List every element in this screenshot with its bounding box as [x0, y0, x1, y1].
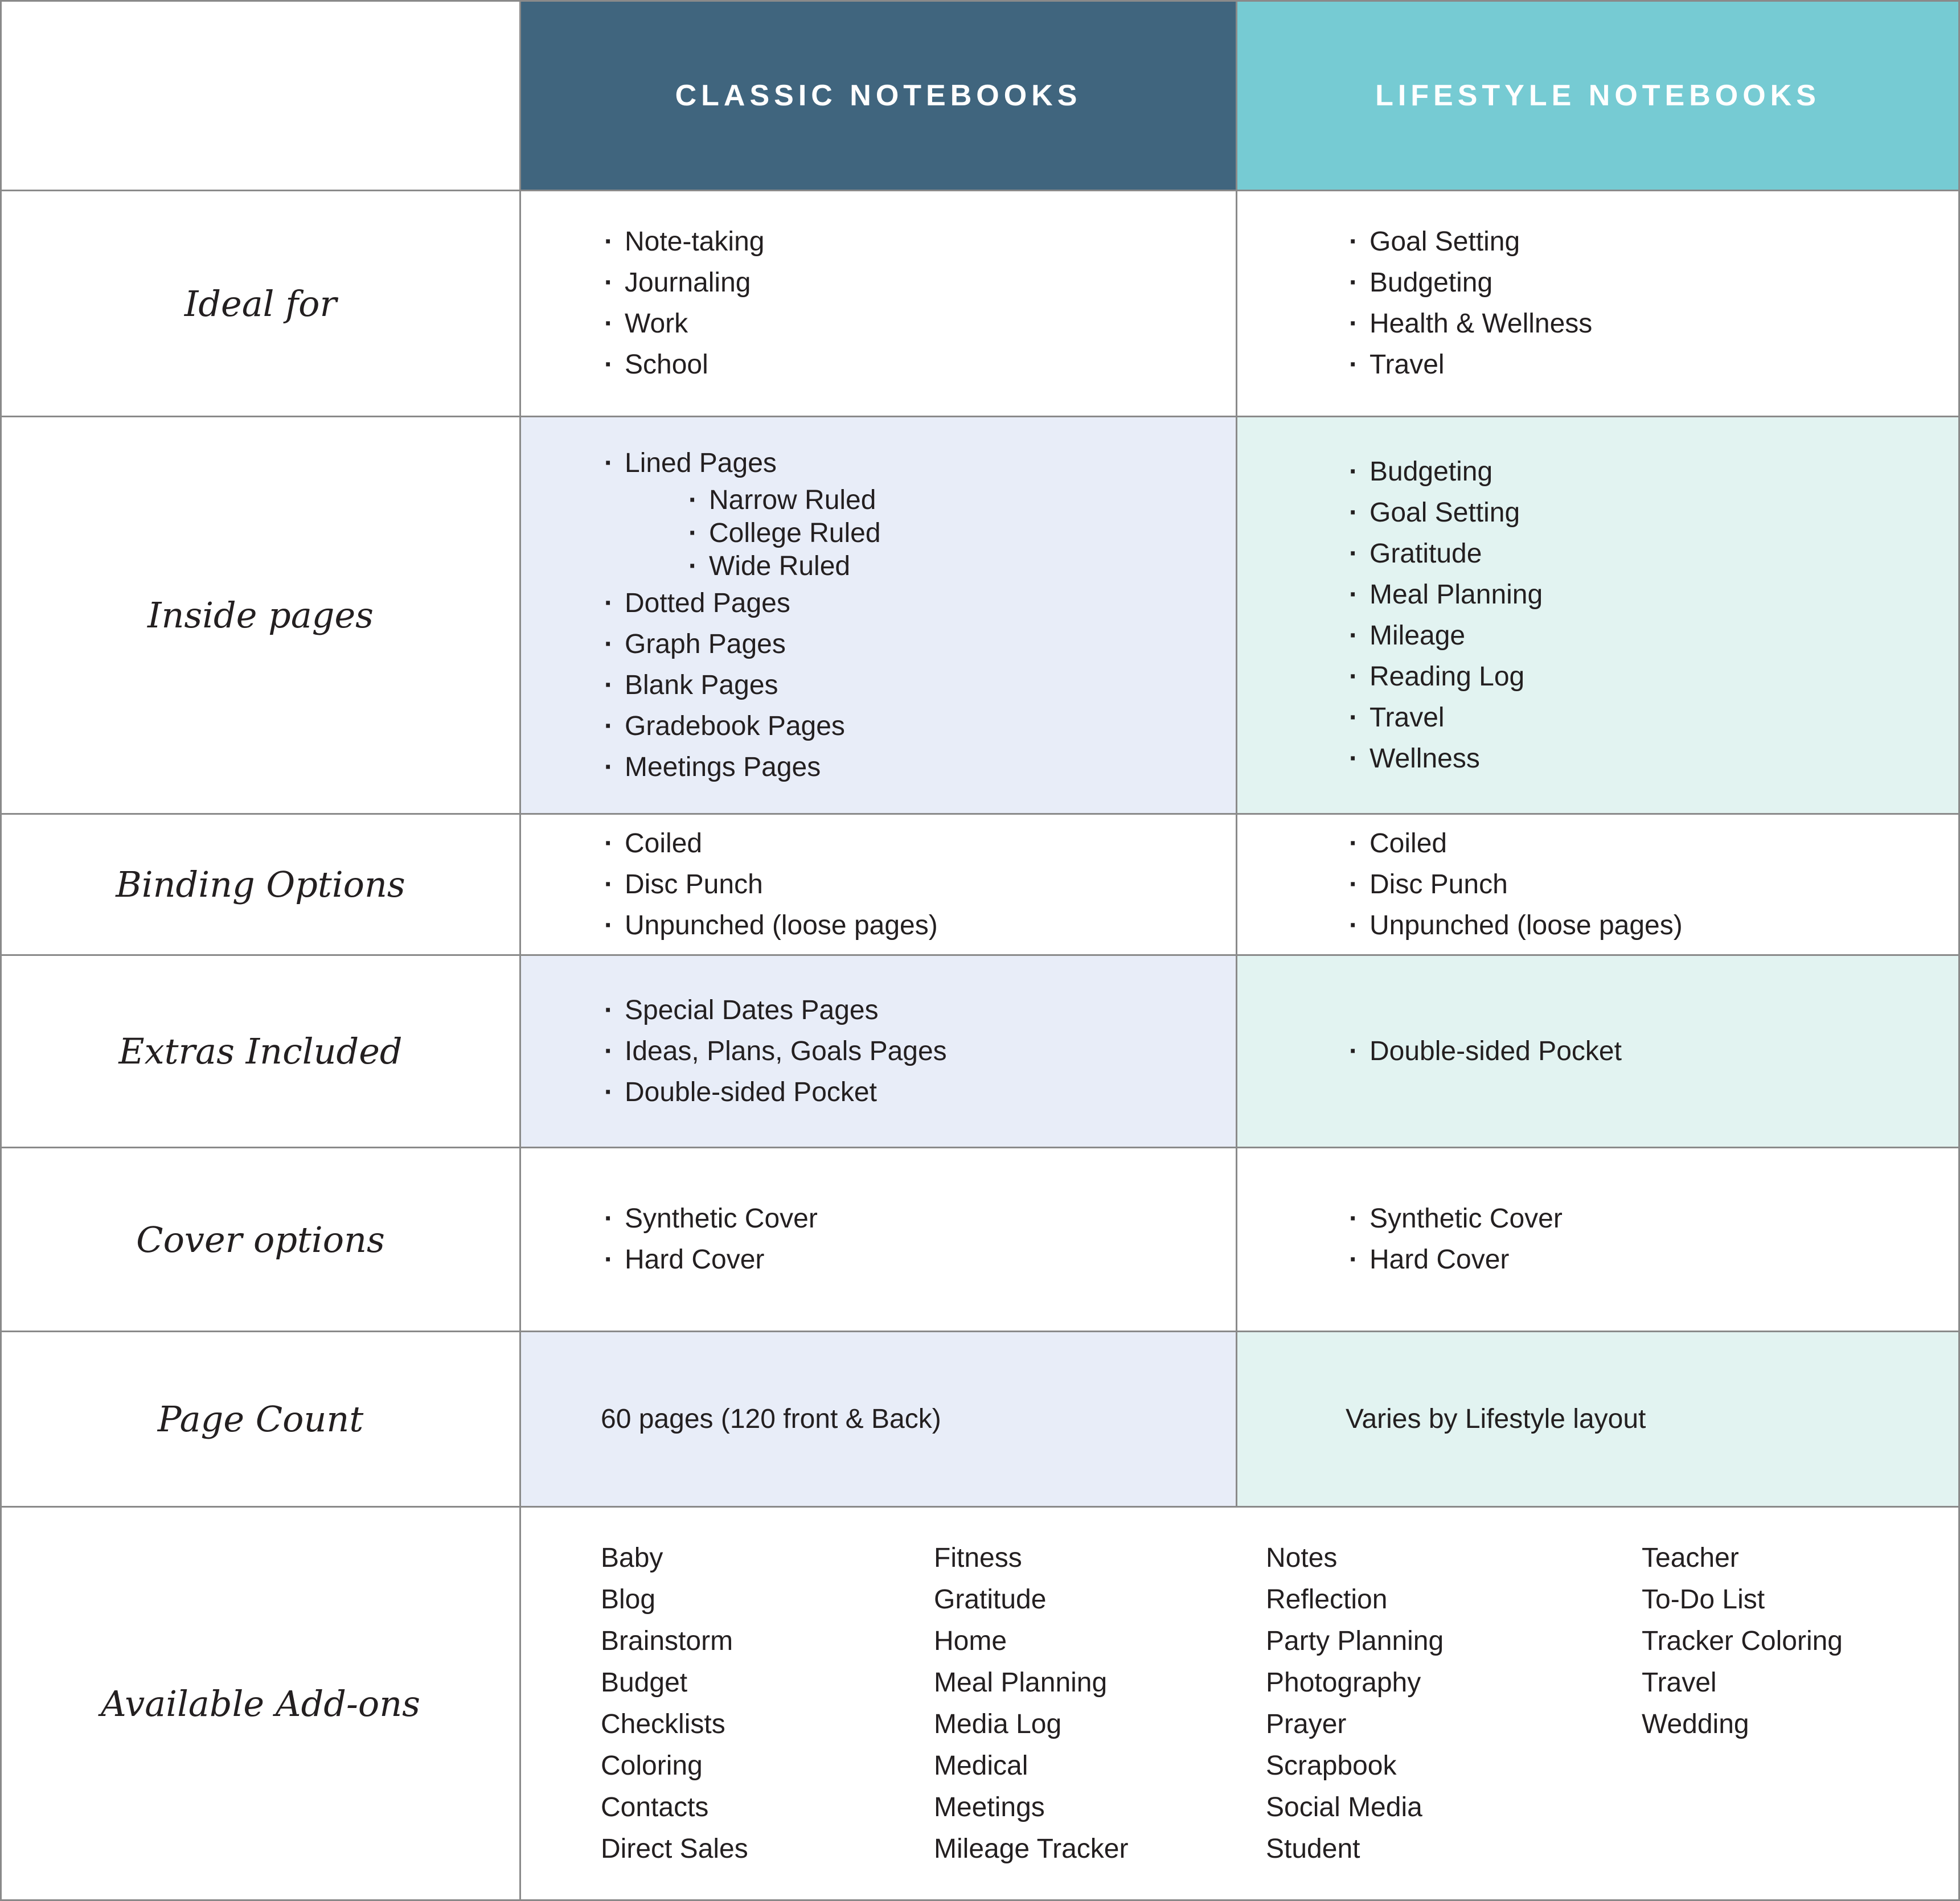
addons-cell	[521, 1508, 1958, 1899]
list-item: Photography	[1266, 1668, 1421, 1698]
list-item: Baby	[601, 1543, 663, 1573]
list-item: · Meetings Pages	[601, 747, 1236, 788]
corner-cell	[2, 2, 519, 190]
list-item: Teacher	[1642, 1543, 1739, 1573]
list-item: · Unpunched (loose pages)	[601, 905, 1236, 946]
classic-header: CLASSIC NOTEBOOKS	[521, 2, 1236, 190]
list-item: · Hard Cover	[1346, 1239, 1958, 1280]
list-item: · Gradebook Pages	[601, 706, 1236, 747]
list-item-sub: · College Ruled	[685, 517, 1236, 550]
list-item: Wedding	[1642, 1709, 1749, 1739]
list-item-sub: · Narrow Ruled	[685, 484, 1236, 517]
list-item: Fitness	[934, 1543, 1022, 1573]
list-item: · Special Dates Pages	[601, 990, 1236, 1031]
inside-pages-lifestyle-list	[1346, 451, 1958, 779]
cover-lifestyle-list	[1346, 1198, 1958, 1280]
list-item: Direct Sales	[601, 1834, 748, 1864]
ideal-for-lifestyle-cell	[1237, 191, 1958, 416]
list-item-sub: · Wide Ruled	[685, 550, 1236, 583]
addons-column-4	[1642, 1537, 1843, 1870]
list-item: · Budgeting	[1346, 451, 1958, 492]
row-label-cover-options: Cover options	[2, 1148, 519, 1331]
list-item: · Mileage	[1346, 615, 1958, 656]
list-item: · Travel	[1346, 344, 1958, 385]
inside-pages-lifestyle-cell	[1237, 417, 1958, 813]
list-item: · Ideas, Plans, Goals Pages	[601, 1031, 1236, 1072]
list-item: Home	[934, 1626, 1007, 1656]
list-item: · School	[601, 344, 1236, 385]
page-count-classic-cell	[521, 1332, 1236, 1506]
list-item: · Journaling	[601, 262, 1236, 303]
cover-classic-list	[601, 1198, 1236, 1280]
list-item: Meetings	[934, 1792, 1045, 1822]
inside-pages-classic-cell	[521, 417, 1236, 813]
list-item: Coloring	[601, 1751, 703, 1781]
row-label-available-add-ons: Available Add-ons	[2, 1508, 519, 1899]
lifestyle-header: LIFESTYLE NOTEBOOKS	[1237, 2, 1958, 190]
list-item: · Gratitude	[1346, 533, 1958, 574]
list-item: Media Log	[934, 1709, 1062, 1739]
cover-classic-cell	[521, 1148, 1236, 1331]
list-item: Budget	[601, 1668, 688, 1698]
list-item: Scrapbook	[1266, 1751, 1397, 1781]
list-item: Contacts	[601, 1792, 709, 1822]
list-item: · Meal Planning	[1346, 574, 1958, 615]
extras-classic-cell	[521, 956, 1236, 1147]
row-label-extras-included: Extras Included	[2, 956, 519, 1147]
list-item: · Coiled	[1346, 823, 1958, 864]
addons-column-1	[601, 1537, 934, 1870]
binding-lifestyle-cell	[1237, 815, 1958, 954]
list-item: Reflection	[1266, 1584, 1388, 1615]
list-item: · Double-sided Pocket	[601, 1072, 1236, 1113]
list-item: · Double-sided Pocket	[1346, 1031, 1958, 1072]
list-item: · Unpunched (loose pages)	[1346, 905, 1958, 946]
list-item: · Coiled	[601, 823, 1236, 864]
ideal-for-classic-list	[601, 221, 1236, 385]
list-item: Notes	[1266, 1543, 1338, 1573]
row-label-binding-options: Binding Options	[2, 815, 519, 954]
page-count-classic-value: 60 pages (120 front & Back)	[601, 1404, 941, 1434]
list-item: Blog	[601, 1584, 656, 1615]
list-item: · Health & Wellness	[1346, 303, 1958, 344]
list-item: Student	[1266, 1834, 1360, 1864]
list-item: · Work	[601, 303, 1236, 344]
list-item: · Dotted Pages	[601, 583, 1236, 624]
addons-column-2	[934, 1537, 1266, 1870]
page-count-lifestyle-cell	[1237, 1332, 1958, 1506]
list-item: · Blank Pages	[601, 665, 1236, 706]
list-item: Meal Planning	[934, 1668, 1108, 1698]
list-item: · Disc Punch	[601, 864, 1236, 905]
ideal-for-lifestyle-list	[1346, 221, 1958, 385]
list-item: · Wellness	[1346, 738, 1958, 779]
list-item: Medical	[934, 1751, 1028, 1781]
list-item: · Budgeting	[1346, 262, 1958, 303]
addons-column-3	[1266, 1537, 1642, 1870]
row-label-page-count: Page Count	[2, 1332, 519, 1506]
inside-pages-classic-list	[601, 443, 1236, 788]
binding-classic-cell	[521, 815, 1236, 954]
binding-classic-list	[601, 823, 1236, 946]
row-label-inside-pages: Inside pages	[2, 417, 519, 813]
list-item: · Travel	[1346, 697, 1958, 738]
list-item: Party Planning	[1266, 1626, 1444, 1656]
page-count-lifestyle-value: Varies by Lifestyle layout	[1346, 1404, 1646, 1434]
list-item: Prayer	[1266, 1709, 1347, 1739]
list-item: · Lined Pages	[601, 443, 1236, 484]
list-item: To-Do List	[1642, 1584, 1765, 1615]
ideal-for-classic-cell	[521, 191, 1236, 416]
list-item: · Goal Setting	[1346, 221, 1958, 262]
list-item: · Synthetic Cover	[1346, 1198, 1958, 1239]
list-item: Tracker Coloring	[1642, 1626, 1843, 1656]
list-item: · Synthetic Cover	[601, 1198, 1236, 1239]
list-item: · Hard Cover	[601, 1239, 1236, 1280]
list-item: · Disc Punch	[1346, 864, 1958, 905]
list-item: · Graph Pages	[601, 624, 1236, 665]
cover-lifestyle-cell	[1237, 1148, 1958, 1331]
extras-lifestyle-cell	[1237, 956, 1958, 1147]
list-item: Gratitude	[934, 1584, 1047, 1615]
addons-grid	[601, 1537, 1843, 1870]
list-item: Social Media	[1266, 1792, 1422, 1822]
list-item: Brainstorm	[601, 1626, 733, 1656]
extras-lifestyle-list	[1346, 1031, 1958, 1072]
list-item: Travel	[1642, 1668, 1717, 1698]
binding-lifestyle-list	[1346, 823, 1958, 946]
list-item: · Reading Log	[1346, 656, 1958, 697]
list-item: · Goal Setting	[1346, 492, 1958, 533]
extras-classic-list	[601, 990, 1236, 1113]
list-item: Checklists	[601, 1709, 725, 1739]
list-item: Mileage Tracker	[934, 1834, 1129, 1864]
row-label-ideal-for: Ideal for	[2, 191, 519, 416]
list-item: · Note-taking	[601, 221, 1236, 262]
